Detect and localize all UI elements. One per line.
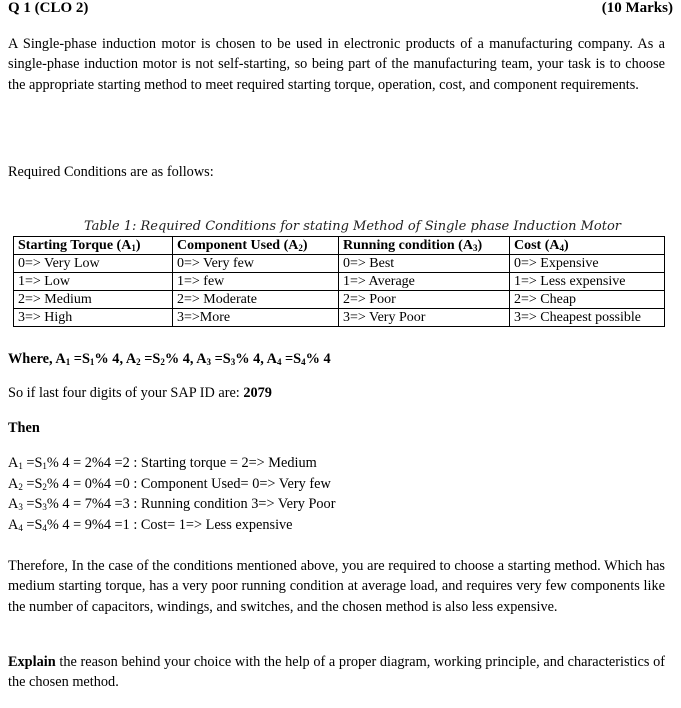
calculation-list — [8, 453, 335, 535]
table-cell: 0=> Very Low — [14, 255, 173, 273]
table-row — [14, 291, 665, 309]
header-cost: Cost $(A_4)$ — [510, 237, 665, 255]
table-row — [14, 255, 665, 273]
table-cell: 3=> High — [14, 309, 173, 327]
calculation-line: $A_2 =S_2\%$ 4 = 0%4 =0 : Component Used= 0=> Very few — [8, 475, 331, 492]
table-cell: 2=> Cheap — [510, 291, 665, 309]
header-component-used: Component Used $(A_2)$ — [173, 237, 339, 255]
question-header — [8, 0, 673, 20]
sap-id-value: 2079 — [243, 385, 272, 401]
header-running-condition: Running condition $(A_3)$ — [339, 237, 510, 255]
sap-id-line: So if last four digits of your SAP ID are: 2079 — [8, 385, 272, 401]
then-label: Then — [8, 420, 40, 436]
table-cell: 0=> Very few — [173, 255, 339, 273]
table-cell: 0=> Best — [339, 255, 510, 273]
calculation-line: $A_1 =S_1\%$ 4 = 2%4 =2 : Starting torque = 2=> Medium — [8, 455, 317, 471]
table-cell: 1=> Less expensive — [510, 273, 665, 291]
intro-paragraph: A Single-phase induction motor is chosen to be used in electronic products of a manufacturing company. As a single-phase induction motor is not self-starting, so being part of the manufacturing team, your task is to choose the appropriate starting method to meet required starting torque, operation, cost, and component requirements. — [8, 36, 665, 93]
calculation-line: $A_4 =S_4\%$ 4 = 9%4 =1 : Cost= 1=> Less expensive — [8, 516, 293, 533]
table-cell: 2=> Medium — [14, 291, 173, 309]
where-definition: Where, $A_1 =S_1\%$ 4, $A_2 =S_2\%$ 4, $A_3 =S_3\%$ 4, $A_4 =S_4\%$ 4 — [8, 351, 331, 367]
header-starting-torque: Starting Torque $(A_1)$ — [14, 237, 173, 255]
table-caption: Table 1: Required Conditions for stating Method of Single phase Induction Motor — [84, 219, 621, 234]
table-cell: 1=> Low — [14, 273, 173, 291]
table-cell: 1=> Average — [339, 273, 510, 291]
table-cell: 2=> Moderate — [173, 291, 339, 309]
table-cell: 3=> Cheapest possible — [510, 309, 665, 327]
table-row — [14, 273, 665, 291]
table-cell: 2=> Poor — [339, 291, 510, 309]
marks-label: (10 Marks) — [601, 0, 673, 16]
question-number: Q 1 (CLO 2) — [8, 0, 89, 16]
table-header-row — [14, 237, 665, 255]
calculation-line: $A_3 =S_3\%$ 4 = 7%4 =3 : Running condition 3=> Very Poor — [8, 496, 336, 512]
table-cell: 3=> Very Poor — [339, 309, 510, 327]
required-conditions-label: Required Conditions are as follows: — [8, 164, 214, 180]
explain-paragraph: Explain the reason behind your choice with the help of a proper diagram, working principle, and characteristics of the chosen method. — [8, 654, 665, 691]
table-cell: 0=> Expensive — [510, 255, 665, 273]
table-row — [14, 309, 665, 327]
table-cell: 3=>More — [173, 309, 339, 327]
conditions-table — [13, 236, 665, 327]
therefore-paragraph: Therefore, In the case of the conditions mentioned above, you are required to choose a starting method. Which has medium starting torque, has a very poor running condition at average load, and requires very few components like the number of capacitors, windings, and switches, and the chosen method is also less expensive. — [8, 558, 665, 615]
table-cell: 1=> few — [173, 273, 339, 291]
